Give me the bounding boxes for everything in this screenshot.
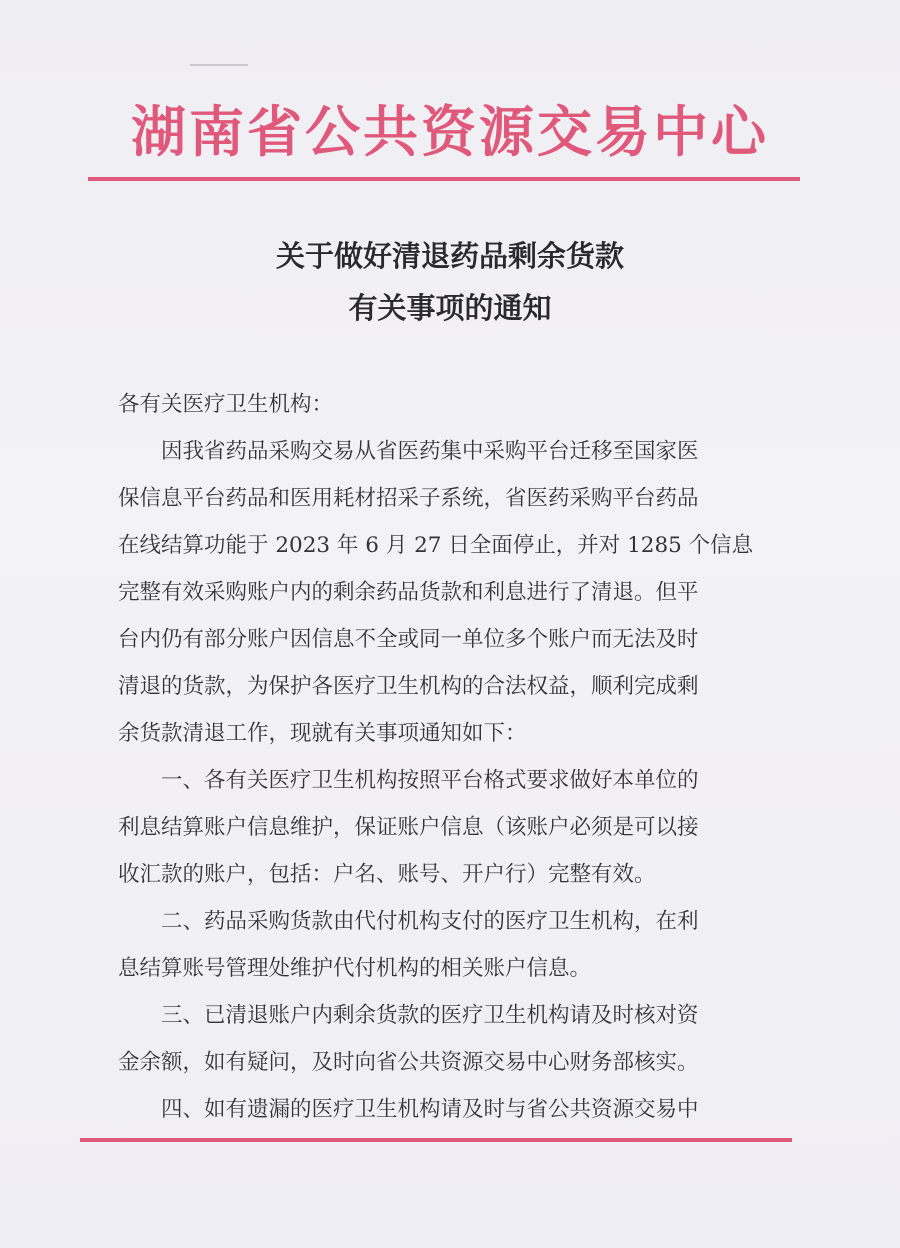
- document-title-line-2: 有关事项的通知: [348, 291, 552, 325]
- issuing-organization-header: 湖南省公共资源交易中心: [130, 99, 769, 164]
- scan-mark: [190, 64, 248, 66]
- salutation: 各有关医疗卫生机构：: [118, 392, 334, 417]
- body-line: 保信息平台药品和医用耗材招采子系统，省医药采购平台药品: [118, 486, 699, 511]
- body-line: 台内仍有部分账户因信息不全或同一单位多个账户而无法及时: [118, 627, 699, 652]
- body-line: 完整有效采购账户内的剩余药品货款和利息进行了清退。但平: [118, 580, 699, 605]
- document-title-line-1: 关于做好清退药品剩余货款: [275, 239, 624, 273]
- body-line: 清退的货款，为保护各医疗卫生机构的合法权益，顺利完成剩: [118, 674, 699, 699]
- body-line: 四、如有遗漏的医疗卫生机构请及时与省公共资源交易中: [118, 1097, 699, 1122]
- body-line: 利息结算账户信息维护，保证账户信息（该账户必须是可以接: [118, 815, 699, 840]
- body-line: 因我省药品采购交易从省医药集中采购平台迁移至国家医: [118, 439, 699, 464]
- header-red-rule: [88, 177, 800, 181]
- body-line: 金余额，如有疑问，及时向省公共资源交易中心财务部核实。: [118, 1050, 699, 1075]
- footer-red-rule: [80, 1138, 792, 1142]
- body-line: 在线结算功能于 2023 年 6 月 27 日全面停止，并对 1285 个信息: [118, 533, 754, 558]
- body-line: 一、各有关医疗卫生机构按照平台格式要求做好本单位的: [118, 768, 699, 793]
- body-line: 三、已清退账户内剩余货款的医疗卫生机构请及时核对资: [118, 1003, 699, 1028]
- body-line: 二、药品采购货款由代付机构支付的医疗卫生机构，在利: [118, 909, 699, 934]
- body-line: 息结算账号管理处维护代付机构的相关账户信息。: [118, 956, 592, 981]
- body-line: 余货款清退工作，现就有关事项通知如下：: [118, 721, 527, 746]
- body-line: 收汇款的账户，包括：户名、账号、开户行）完整有效。: [118, 862, 656, 887]
